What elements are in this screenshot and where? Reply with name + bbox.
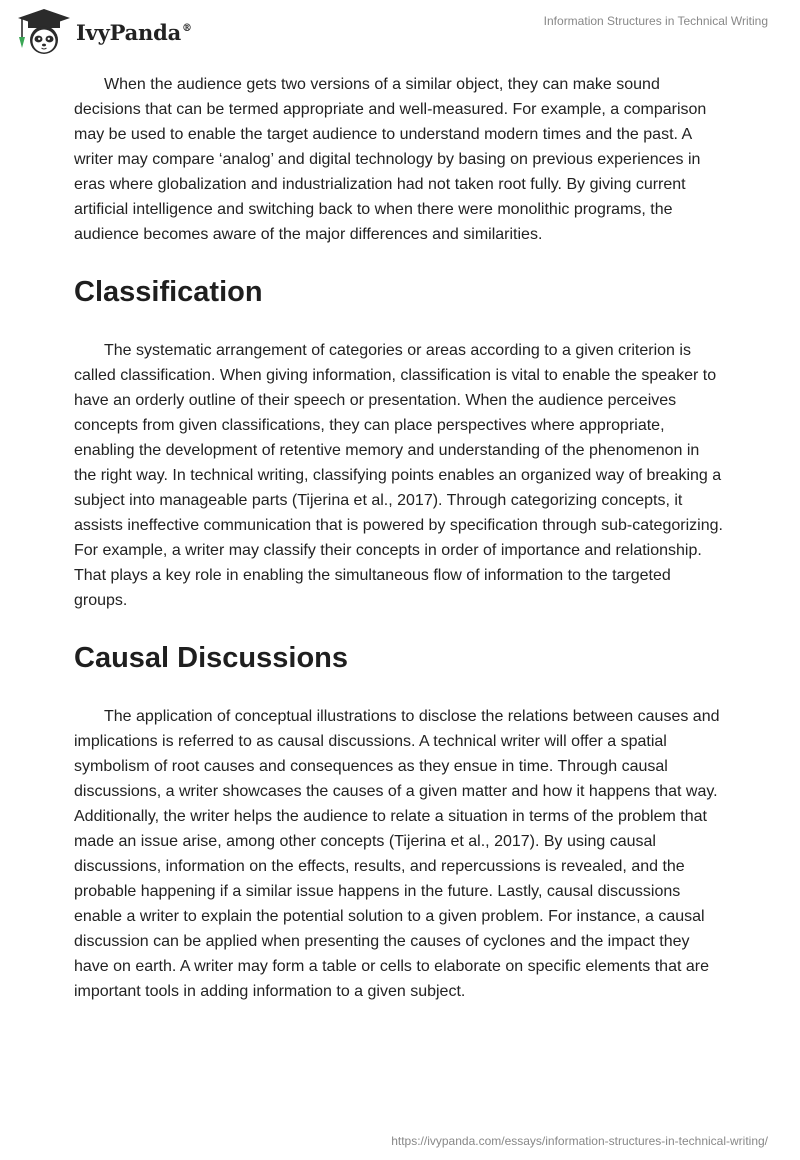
panda-graduation-cap-logo-icon [14,8,74,56]
brand-logo[interactable] [14,8,192,56]
section-heading-classification: Classification [74,276,263,308]
page-header [0,0,800,60]
document-title: Information Structures in Technical Writing [543,14,768,28]
source-url[interactable]: https://ivypanda.com/essays/information-structures-in-technical-writing/ [391,1134,768,1148]
intro-paragraph: When the audience gets two versions of a similar object, they can make sound decisions that can be termed appropriate and well-measured. For example, a comparison may be used to enable the target audience to understand modern times and the past. A writer may compare ‘analog’ and digital technology by basing on previous experiences in eras where globalization and industrialization had not taken root fully. By giving current artificial intelligence and switching back to when there were monolithic programs, the audience becomes aware of the major differences and similarities. [74,76,707,243]
brand-name-text: IvyPanda [76,19,182,45]
section-heading-causal-discussions: Causal Discussions [74,642,348,674]
classification-paragraph: The systematic arrangement of categories or areas according to a given criterion is called classification. When giving information, classification is vital to enable the speaker to have an orderly outline of their speech or presentation. When the audience perceives concepts from given classifications, they can place perspectives where appropriate, enabling the development of retentive memory and understanding of the phenomenon in the right way. In technical writing, classifying points enables an organized way of breaking a subject into manageable parts (Tijerina et al., 2017). Through categorizing concepts, it assists ineffective communication that is powered by specification through sub-categorizing. For example, a writer may classify their concepts in order of importance and relationship. That plays a key role in enabling the simultaneous flow of information to the targeted groups. [74,342,723,609]
causal-discussions-paragraph: The application of conceptual illustrations to disclose the relations between causes and implications is referred to as causal discussions. A technical writer will offer a spatial symbolism of root causes and consequences as they ensue in time. Through causal discussions, a writer showcases the causes of a given matter and how it happens that way. Additionally, the writer helps the audience to relate a situation in terms of the problem that made an issue arise, among other concepts (Tijerina et al., 2017). By using causal discussions, information on the effects, results, and repercussions is revealed, and the probable happening if a similar issue happens in the future. Lastly, causal discussions enable a writer to explain the potential solution to a given problem. For instance, a causal discussion can be applied when presenting the causes of cyclones and the impact they have on earth. A writer may form a table or cells to elaborate on specific elements that are important tools in adding information to a given subject. [74,708,720,1000]
registered-mark: ® [182,22,192,34]
article-body [74,72,724,1004]
brand-name [76,20,192,45]
